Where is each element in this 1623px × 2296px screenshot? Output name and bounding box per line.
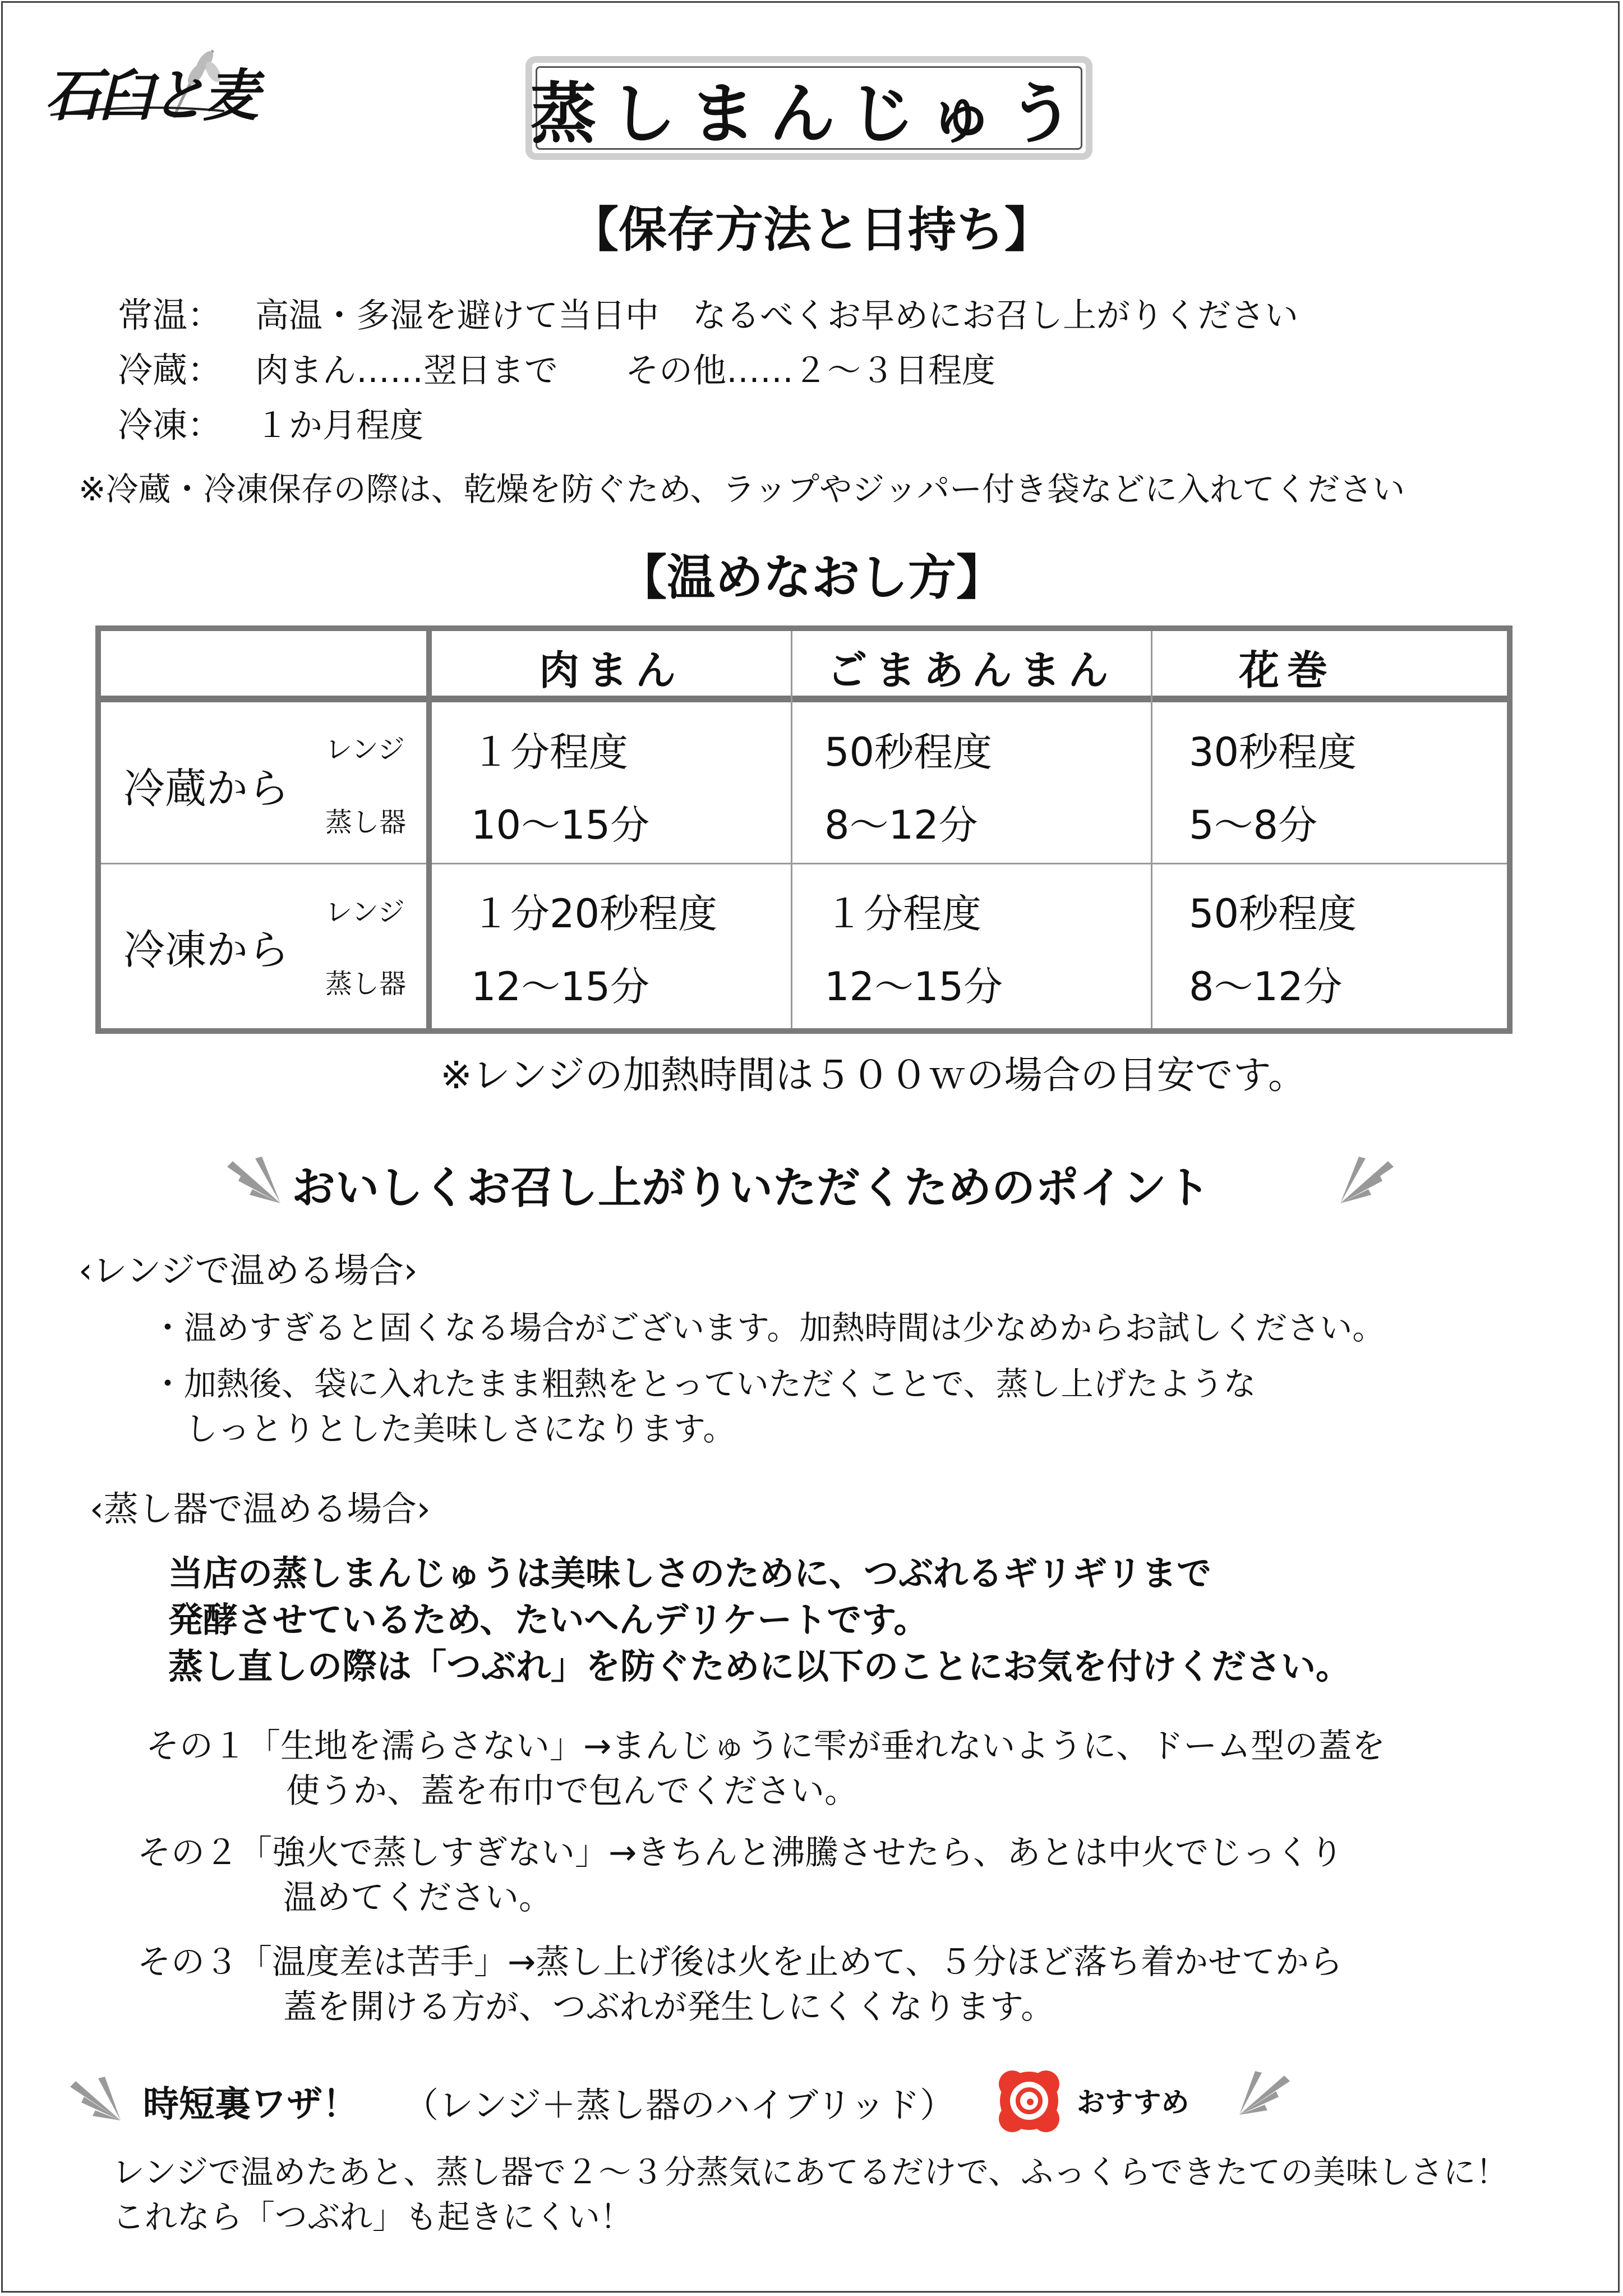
cell-value: 50秒程度	[1189, 891, 1357, 937]
row-label-freezer: 冷凍から	[123, 926, 289, 974]
reheat-heading: 【温めなおし方】	[619, 550, 1004, 606]
storage-note: ※冷蔵・冷凍保存の際は、乾燥を防ぐため、ラップやジッパー付き袋などに入れてください	[79, 470, 1405, 508]
storage-label-room: 常温：	[118, 295, 223, 335]
burst-left-icon	[222, 1156, 283, 1206]
points-title: おいしくお召し上がりいただくためのポイント	[292, 1163, 1211, 1213]
recommend-badge: おすすめ	[1077, 2086, 1189, 2119]
steamer-section-heading: ‹蒸し器で温める場合›	[90, 1488, 431, 1529]
range-bullet-2: ・加熱後、袋に入れたまま粗熱をとっていただくことで、蒸し上げたような	[151, 1365, 1256, 1403]
step-1-line-1: その１「生地を濡らさない」→まんじゅうに雫が垂れないように、ドーム型の蓋を	[146, 1727, 1386, 1766]
range-bullet-1: ・温めすぎると固くなる場合がございます。加熱時間は少なめからお試しください。	[151, 1309, 1385, 1347]
hack-line-2: これなら「つぶれ」も起きにくい！	[112, 2198, 633, 2236]
cell-value: 8～12分	[1189, 964, 1343, 1010]
page-title: 蒸しまんじゅう	[530, 75, 1088, 153]
storage-value-freezer: １か月程度	[255, 406, 423, 445]
range-section-heading: ‹レンジで温める場合›	[79, 1250, 418, 1291]
reheat-note: ※レンジの加熱時間は５００ｗの場合の目安です。	[440, 1053, 1307, 1098]
logo-text: 石臼と麦	[45, 62, 256, 128]
steamer-intro-3: 蒸し直しの際は「つぶれ」を防ぐために以下のことにお気を付けください。	[168, 1646, 1351, 1687]
table-label-divider	[426, 631, 432, 1028]
cell-value: １分程度	[824, 891, 981, 937]
method-range: レンジ	[325, 734, 405, 765]
storage-value-room: 高温・多湿を避けて当日中 なるべくお早めにお召し上がりください	[255, 296, 1298, 335]
cell-value: １分20秒程度	[471, 891, 718, 937]
cell-value: 5～8分	[1189, 802, 1318, 848]
cell-value: 10～15分	[471, 802, 650, 848]
step-2-line-1: その２「強火で蒸しすぎない」→きちんと沸騰させたら、あとは中火でじっくり	[137, 1833, 1344, 1872]
hack-line-1: レンジで温めたあと、蒸し器で２～３分蒸気にあてるだけで、ふっくらできたての美味しさに！	[112, 2153, 1509, 2191]
step-3-line-1: その３「温度差は苦手」→蒸し上げ後は火を止めて、５分ほど落ち着かせてから	[137, 1943, 1343, 1982]
hack-subtitle: （レンジ＋蒸し器のハイブリッド）	[404, 2085, 955, 2125]
cell-value: 30秒程度	[1189, 729, 1357, 775]
method-steamer: 蒸し器	[325, 968, 407, 1000]
method-steamer: 蒸し器	[325, 807, 407, 838]
cell-value: 12～15分	[824, 964, 1003, 1010]
flower-badge-icon	[990, 2067, 1074, 2134]
storage-value-fridge: 肉まん……翌日まで その他……２～３日程度	[255, 351, 995, 390]
row-label-fridge: 冷蔵から	[123, 765, 289, 813]
reheat-table	[95, 625, 1513, 1034]
hack-title: 時短裏ワザ！	[143, 2084, 358, 2125]
col-header-hanamaki: 花巻	[1238, 647, 1335, 694]
storage-label-fridge: 冷蔵：	[118, 349, 223, 390]
table-header-divider	[101, 696, 1507, 702]
table-row-divider	[101, 863, 1507, 864]
burst-left-icon	[67, 2076, 123, 2123]
step-2-line-2: 温めてください。	[283, 1878, 552, 1917]
step-1-line-2: 使うか、蓋を布巾で包んでください。	[286, 1772, 858, 1811]
steamer-intro-2: 発酵させているため、たいへんデリケートです。	[168, 1599, 929, 1640]
storage-label-freezer: 冷凍：	[118, 404, 223, 445]
storage-heading: 【保存方法と日持ち】	[570, 202, 1053, 258]
burst-right-icon	[1237, 2070, 1293, 2118]
range-bullet-2-cont: しっとりとした美味しさになります。	[185, 1410, 736, 1448]
brand-logo	[45, 39, 256, 128]
steamer-intro-1: 当店の蒸しまんじゅうは美味しさのために、つぶれるギリギリまで	[168, 1553, 1212, 1594]
col-header-goma: ごまあんまん	[827, 647, 1117, 694]
cell-value: 50秒程度	[824, 729, 993, 775]
burst-right-icon	[1338, 1156, 1399, 1206]
cell-value: １分程度	[471, 729, 628, 775]
step-3-line-2: 蓋を開ける方が、つぶれが発生しにくくなります。	[283, 1987, 1055, 2027]
col-header-nikuman: 肉まん	[538, 647, 684, 694]
cell-value: 12～15分	[471, 964, 650, 1010]
cell-value: 8～12分	[824, 802, 978, 848]
method-range: レンジ	[325, 896, 405, 928]
title-box	[525, 56, 1092, 160]
